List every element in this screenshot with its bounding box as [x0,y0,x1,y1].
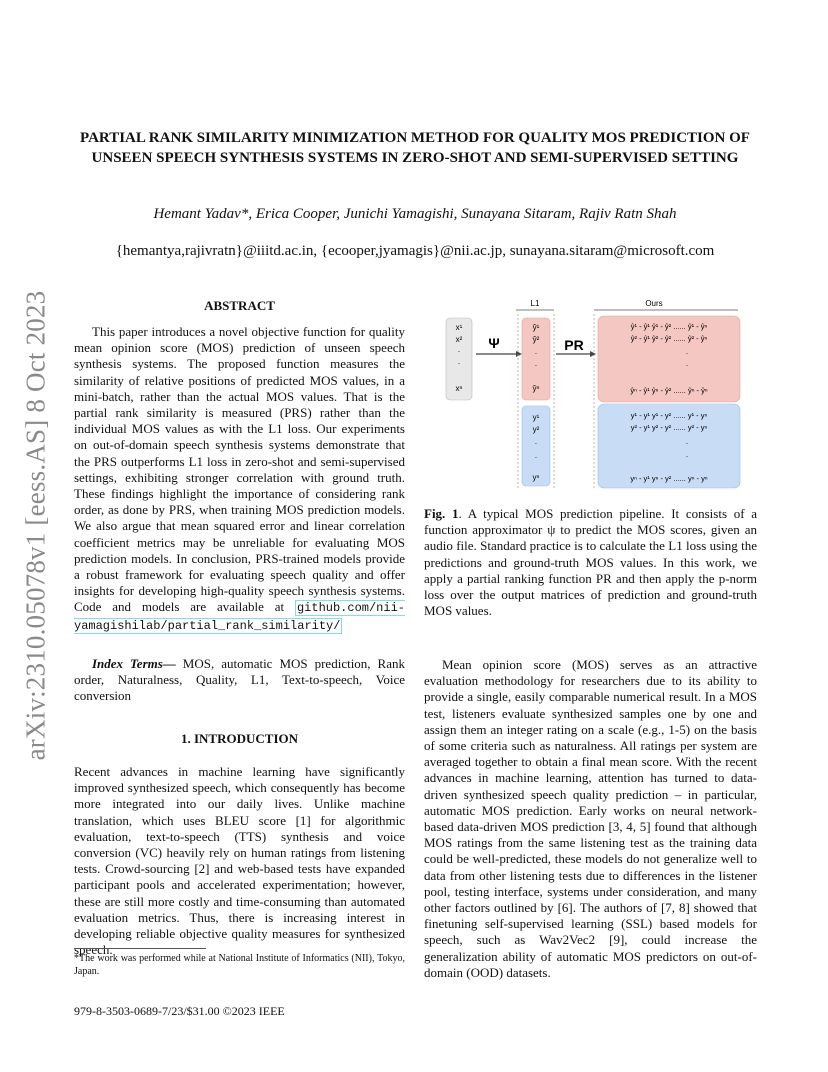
abstract-section [74,298,405,634]
intro-heading-text: 1. INTRODUCTION [180,731,298,746]
arxiv-watermark [14,290,58,760]
figure-label-ours: Ours [645,299,663,308]
pr-symbol: PR [564,337,584,353]
abstract-body [74,324,405,634]
abstract-heading: ABSTRACT [204,298,275,313]
svg-text:xⁿ: xⁿ [455,384,463,393]
svg-text:·: · [685,349,689,358]
footnote-rule [74,948,206,949]
svg-text:x¹: x¹ [455,323,463,332]
svg-text:·: · [534,453,538,462]
svg-text:ŷ¹: ŷ¹ [532,323,540,332]
figure-caption-label: Fig. 1 [424,506,459,521]
svg-text:y²: y² [532,425,540,434]
paper-title: PARTIAL RANK SIMILARITY MINIMIZATION METHOD FOR QUALITY MOS PREDICTION OF UNSEEN SPEECH SYNTHESIS SYSTEMS IN ZERO-SHOT AND SEMI-SUPERVISED SETTING [80,130,750,166]
svg-text:ŷ²: ŷ² [532,335,540,344]
code-link[interactable]: github.com/nii-yamagishilab/partial_rank_similarity/ [74,601,405,633]
svg-text:ŷⁿ - ŷ¹ ŷⁿ - ŷ² ...... ŷⁿ -: ŷⁿ - ŷ¹ ŷⁿ - ŷ² ...... ŷⁿ - ŷⁿ [630,386,708,395]
svg-text:·: · [534,361,538,370]
abstract-text: This paper introduces a novel objective function for quality mean opinion score (MOS) prediction of unseen speech synthesis systems. The proposed function measures the similarity of relative positions of predicted MOS values, in a mini-batch, rather than the actual MOS values. That is the partial rank similarity is measured (PRS) rather than the individual MOS values as with the L1 loss. Our experiments on out-of-domain speech synthesis systems demonstrate that the PRS outperforms L1 loss in zero-shot and semi-supervised settings, exhibiting stronger correlation with ground truth. These findings highlight the importance of considering rank order, as done by PRS, when training MOS prediction models. We also argue that mean squared error and linear correlation coefficient metrics may be unreliable for evaluating MOS prediction models. In conclusion, PRS-trained models provide a robust framework for evaluating speech quality and offer insights for developing high-quality speech synthesis systems. Code and models are available at [74,324,405,615]
svg-text:·: · [534,349,538,358]
svg-text:yⁿ: yⁿ [532,473,540,482]
footnote: *The work was performed while at National Institute of Informatics (NII), Tokyo, Japan. [74,953,405,977]
svg-text:x²: x² [455,335,463,344]
copyright-footer: 979-8-3503-0689-7/23/$31.00 ©2023 IEEE [74,1004,285,1018]
intro-paragraph-1 [74,764,405,958]
svg-text:ŷ² - ŷ¹ ŷ² - ŷ² ...... ŷ² -: ŷ² - ŷ¹ ŷ² - ŷ² ...... ŷ² - ŷⁿ [630,334,708,343]
intro-p2-text: Mean opinion score (MOS) serves as an attractive evaluation methodology for researchers due to its ability to provide a single, easily comparable numerical result. In a MOS test, listeners evaluate synthesized samples one by one and assign them an integer rating on a scale (e.g., 1-5) on the basis of some criteria such as naturalness. All ratings per system are averaged together to obtain a final mean score. With the recent advances in machine learning, attention has turned to data-driven synthesized speech quality prediction – in particular, automatic MOS prediction. Early works on neural network-based data-driven MOS prediction [3, 4, 5] found that although MOS ratings from the same listening test as the training data could be well-predicted, these models do not generalize well to data from other listening tests due to differences in the listener pool, testing interface, systems under consideration, and many other factors outlined by [6]. The authors of [7, 8] showed that finetuning self-supervised learning (SSL) based models for speech, such as Wav2Vec2 [9], could increase the generalization ability of automatic MOS predictors on out-of-domain (OOD) datasets. [424,657,757,980]
svg-text:·: · [685,439,689,448]
figure-label-l1: L1 [530,299,540,308]
psi-symbol: Ψ [488,335,500,351]
svg-text:·: · [685,361,689,370]
index-terms-label: Index Terms— [92,656,176,671]
intro-p1-text: Recent advances in machine learning have significantly improved synthesized speech, which consequently has become more integrated into our daily lives. Unlike machine translation, which uses BLEU score [1] for algorithmic evaluation, text-to-speech (TTS) synthesis and voice conversion (VC) heavily rely on human ratings from listening tests. Crowd-sourcing [2] and web-based tests have expanded participant pools and accelerated experimentation; however, these are still more costly and time-consuming than automated evaluation metrics. Thus, there is increasing interest in developing reliable objective quality measures for synthesized speech. [74,764,405,958]
index-terms-text: MOS, automatic MOS prediction, Rank order, Naturalness, Quality, L1, Text-to-speech, Voice conversion [74,656,405,704]
svg-text:ŷ¹ - ŷ¹ ŷ¹ - ŷ² ...... ŷ¹ -: ŷ¹ - ŷ¹ ŷ¹ - ŷ² ...... ŷ¹ - ŷⁿ [630,322,708,331]
index-terms [74,656,405,705]
arxiv-id: arXiv:2310.05078v1 [eess.AS] 8 Oct 2023 [20,290,51,760]
svg-text:yⁿ - y¹ yⁿ - y² ...... yⁿ -: yⁿ - y¹ yⁿ - y² ...... yⁿ - yⁿ [630,474,708,483]
mos-pipeline-figure [444,296,744,492]
intro-heading [74,731,405,747]
intro-paragraph-2 [424,657,757,981]
svg-text:·: · [685,452,689,461]
figure-caption [424,506,757,619]
svg-text:y² - y¹ y² - y² ...... y² -: y² - y¹ y² - y² ...... y² - yⁿ [630,423,708,432]
svg-text:·: · [534,439,538,448]
author-emails: {hemantya,rajivratn}@iiitd.ac.in, {ecooper,jyamagis}@nii.ac.jp, sunayana.sitaram@microsoft.com [115,243,715,259]
svg-text:y¹ - y¹ y¹ - y² ...... y¹ -: y¹ - y¹ y¹ - y² ...... y¹ - yⁿ [630,411,708,420]
svg-text:y¹: y¹ [532,413,540,422]
figure-caption-text: . A typical MOS prediction pipeline. It consists of a function approximator ψ to predict the MOS scores, given an audio file. Standard practice is to calculate the L1 loss using the predictions and ground-truth MOS values. In this work, we apply a partial ranking function PR and then apply the p-norm loss over the output matrices of prediction and ground-truth MOS values. [424,506,757,619]
svg-text:ŷⁿ: ŷⁿ [532,384,540,393]
svg-text:·: · [457,359,461,368]
author-list: Hemant Yadav*, Erica Cooper, Junichi Yamagishi, Sunayana Sitaram, Rajiv Ratn Shah [153,206,677,222]
svg-text:·: · [457,347,461,356]
